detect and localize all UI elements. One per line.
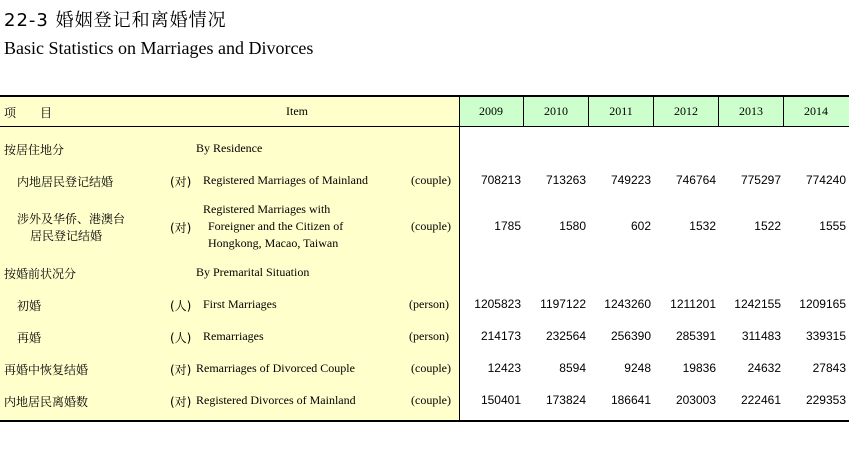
row-unit-cn: (对) — [170, 221, 192, 235]
value-cell: 602 — [630, 219, 651, 233]
value-cell: 708213 — [480, 173, 521, 187]
row-unit-en: (person) — [409, 297, 449, 311]
row-unit-cn: (人) — [170, 331, 192, 345]
row-unit-en: (person) — [409, 329, 449, 343]
value-cell: 1209165 — [799, 297, 846, 311]
header-item-en: Item — [286, 104, 308, 118]
value-cell: 1197122 — [540, 297, 586, 311]
value-cell: 232564 — [545, 329, 586, 343]
value-cell: 775297 — [740, 173, 781, 187]
section-label-en: By Residence — [196, 141, 263, 155]
row-label-cn: 内地居民离婚数 — [4, 395, 89, 409]
value-cell: 9248 — [624, 361, 651, 375]
value-cell: 203003 — [675, 393, 716, 407]
row-label-cn: 再婚 — [17, 331, 42, 345]
row-unit-cn: (对) — [170, 395, 192, 409]
row-label-en: Registered Marriages with — [203, 202, 331, 216]
row-unit-cn: (对) — [170, 363, 192, 377]
header-rule — [0, 126, 849, 127]
row-label-en: Foreigner and the Citizen of — [208, 219, 344, 233]
header-year: 2009 — [479, 104, 503, 118]
bottom-rule — [0, 420, 849, 422]
header-year: 2014 — [804, 104, 828, 118]
row-label-cn: 再婚中恢复结婚 — [4, 363, 89, 377]
value-cell: 8594 — [559, 361, 586, 375]
section-label-en: By Premarital Situation — [196, 265, 310, 279]
value-cell: 24632 — [747, 361, 781, 375]
value-cell: 222461 — [740, 393, 781, 407]
value-cell: 713263 — [545, 173, 586, 187]
value-cell: 173824 — [545, 393, 586, 407]
value-cell: 1211201 — [670, 297, 716, 311]
value-cell: 256390 — [610, 329, 651, 343]
value-cell: 1785 — [494, 219, 521, 233]
value-cell: 1555 — [819, 219, 846, 233]
value-cell: 285391 — [675, 329, 716, 343]
row-unit-cn: (人) — [170, 299, 192, 313]
table-title-english: Basic Statistics on Marriages and Divorces — [4, 38, 314, 58]
value-cell: 229353 — [805, 393, 846, 407]
header-year: 2012 — [674, 104, 698, 118]
top-rule — [0, 95, 849, 97]
table-title-chinese: 22-3 婚姻登记和离婚情况 — [4, 10, 227, 31]
value-cell: 1532 — [689, 219, 716, 233]
row-unit-en: (couple) — [411, 173, 451, 187]
section-label-cn: 按婚前状况分 — [4, 267, 77, 281]
row-label-cn: 涉外及华侨、港澳台 — [17, 212, 126, 226]
value-cell: 1242155 — [734, 297, 781, 311]
value-cell: 214173 — [480, 329, 521, 343]
row-label-cn: 居民登记结婚 — [30, 229, 103, 243]
row-label-en: Remarriages of Divorced Couple — [196, 361, 355, 375]
value-cell: 774240 — [805, 173, 846, 187]
value-cell: 311483 — [741, 329, 781, 343]
value-cell: 150401 — [480, 393, 521, 407]
row-label-en: Registered Divorces of Mainland — [196, 393, 356, 407]
row-label-en: First Marriages — [203, 297, 277, 311]
row-label-en: Registered Marriages of Mainland — [203, 173, 368, 187]
value-cell: 339315 — [805, 329, 846, 343]
value-cell: 1580 — [559, 219, 586, 233]
header-year: 2010 — [544, 104, 568, 118]
value-cell: 186641 — [610, 393, 651, 407]
value-cell: 1243260 — [604, 297, 651, 311]
row-label-cn: 内地居民登记结婚 — [17, 175, 114, 189]
value-cell: 27843 — [812, 361, 846, 375]
row-unit-cn: (对) — [170, 175, 192, 189]
value-cell: 12423 — [487, 361, 521, 375]
value-cell: 1205823 — [474, 297, 521, 311]
row-label-en: Remarriages — [203, 329, 264, 343]
item-data-divider — [459, 97, 460, 421]
row-unit-en: (couple) — [411, 361, 451, 375]
row-label-en: Hongkong, Macao, Taiwan — [208, 236, 339, 250]
row-unit-en: (couple) — [411, 219, 451, 233]
section-label-cn: 按居住地分 — [4, 143, 65, 157]
header-item-cn: 项 目 — [4, 106, 53, 120]
value-cell: 19836 — [682, 361, 716, 375]
value-cell: 1522 — [754, 219, 781, 233]
row-unit-en: (couple) — [411, 393, 451, 407]
header-year: 2013 — [739, 104, 763, 118]
value-cell: 746764 — [675, 173, 716, 187]
value-cell: 749223 — [610, 173, 651, 187]
row-label-cn: 初婚 — [17, 299, 42, 313]
header-year: 2011 — [609, 104, 633, 118]
header-item-background — [0, 97, 459, 126]
